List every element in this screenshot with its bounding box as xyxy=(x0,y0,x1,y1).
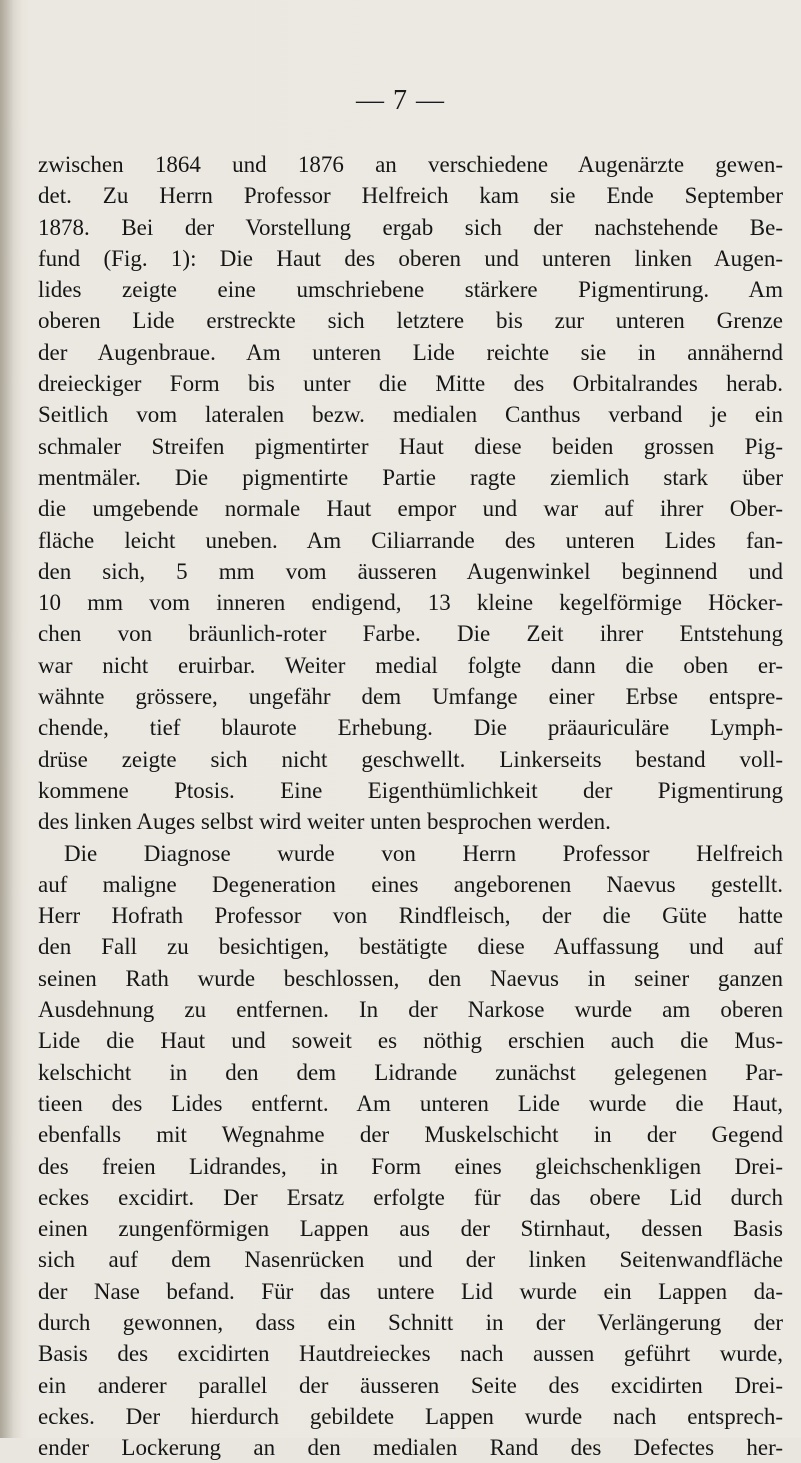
text-line: war nicht eruirbar. Weiter medial folgte dann die oben er- xyxy=(38,652,783,678)
text-line: des freien Lidrandes, in Form eines gleichschenkligen Drei- xyxy=(38,1153,783,1179)
text-line: den Fall zu besichtigen, bestätigte diese Auffassung und auf xyxy=(38,934,783,960)
text-line: ebenfalls mit Wegnahme der Muskelschicht in der Gegend xyxy=(38,1122,783,1148)
text-line: des linken Auges selbst wird weiter unten besprochen werden. xyxy=(38,809,611,835)
text-line: seinen Rath wurde beschlossen, den Naevus in seiner ganzen xyxy=(38,965,783,991)
text-line: tieen des Lides entfernt. Am unteren Lide wurde die Haut, xyxy=(38,1090,783,1116)
page-number: — 7 — xyxy=(356,85,445,116)
text-line: mentmäler. Die pigmentirte Partie ragte ziemlich stark über xyxy=(38,464,783,490)
text-line: einen zungenförmigen Lappen aus der Stirnhaut, dessen Basis xyxy=(38,1216,783,1242)
text-line: Ausdehnung zu entfernen. In der Narkose wurde am oberen xyxy=(38,997,783,1023)
text-line: Herr Hofrath Professor von Rindfleisch, der die Güte hatte xyxy=(38,903,783,929)
text-line: lides zeigte eine umschriebene stärkere Pigmentirung. Am xyxy=(38,277,783,303)
text-line: die umgebende normale Haut empor und war auf ihrer Ober- xyxy=(38,496,783,522)
text-line: chende, tief blaurote Erhebung. Die präauriculäre Lymph- xyxy=(38,715,783,741)
text-line: eckes excidirt. Der Ersatz erfolgte für das obere Lid durch xyxy=(38,1184,783,1210)
text-line: auf maligne Degeneration eines angeborenen Naevus gestellt. xyxy=(38,871,783,897)
text-line: zwischen 1864 und 1876 an verschiedene Augenärzte gewen- xyxy=(38,152,783,177)
text-line: oberen Lide erstreckte sich letztere bis zur unteren Grenze xyxy=(38,308,783,334)
text-line: Lide die Haut und soweit es nöthig erschien auch die Mus- xyxy=(38,1028,783,1054)
text-line: ender Lockerung an den medialen Rand des Defectes her- xyxy=(38,1435,783,1461)
text-line: det. Zu Herrn Professor Helfreich kam sie Ende September xyxy=(38,183,783,209)
text-line: sich auf dem Nasenrücken und der linken Seitenwandfläche xyxy=(38,1247,783,1273)
text-line: kelschicht in den dem Lidrande zunächst gelegenen Par- xyxy=(38,1059,783,1085)
text-line: chen von bräunlich-roter Farbe. Die Zeit ihrer Entstehung xyxy=(38,621,783,647)
text-line: wähnte grössere, ungefähr dem Umfange einer Erbse entspre- xyxy=(38,684,783,710)
text-line: 1878. Bei der Vorstellung ergab sich der nachstehende Be- xyxy=(38,214,783,240)
text-line: Basis des excidirten Hautdreieckes nach aussen geführt wurde, xyxy=(38,1341,783,1367)
text-line: fläche leicht uneben. Am Ciliarrande des unteren Lides fan- xyxy=(38,527,783,553)
text-line: fund (Fig. 1): Die Haut des oberen und unteren linken Augen- xyxy=(38,245,783,271)
text-line: eckes. Der hierdurch gebildete Lappen wurde nach entsprech- xyxy=(38,1403,783,1429)
text-line: der Augenbraue. Am unteren Lide reichte sie in annähernd xyxy=(38,339,783,365)
text-line: der Nase befand. Für das untere Lid wurde ein Lappen da- xyxy=(38,1278,783,1304)
text-line: kommene Ptosis. Eine Eigenthümlichkeit der Pigmentirung xyxy=(38,777,783,803)
text-line: schmaler Streifen pigmentirter Haut diese beiden grossen Pig- xyxy=(38,433,783,459)
body-text xyxy=(38,149,783,1463)
text-line: ein anderer parallel der äusseren Seite des excidirten Drei- xyxy=(38,1372,783,1398)
text-line: 10 mm vom inneren endigend, 13 kleine kegelförmige Höcker- xyxy=(38,590,783,616)
text-line: Seitlich vom lateralen bezw. medialen Canthus verband je ein xyxy=(38,402,783,428)
text-line: durch gewonnen, dass ein Schnitt in der Verlängerung der xyxy=(38,1309,783,1335)
text-line: den sich, 5 mm vom äusseren Augenwinkel beginnend und xyxy=(38,558,783,584)
binding-shadow xyxy=(0,0,22,1438)
text-line: drüse zeigte sich nicht geschwellt. Linkerseits bestand voll- xyxy=(38,746,783,772)
text-line: dreieckiger Form bis unter die Mitte des Orbitalrandes herab. xyxy=(38,371,783,397)
text-line: Die Diagnose wurde von Herrn Professor Helfreich xyxy=(64,840,783,866)
